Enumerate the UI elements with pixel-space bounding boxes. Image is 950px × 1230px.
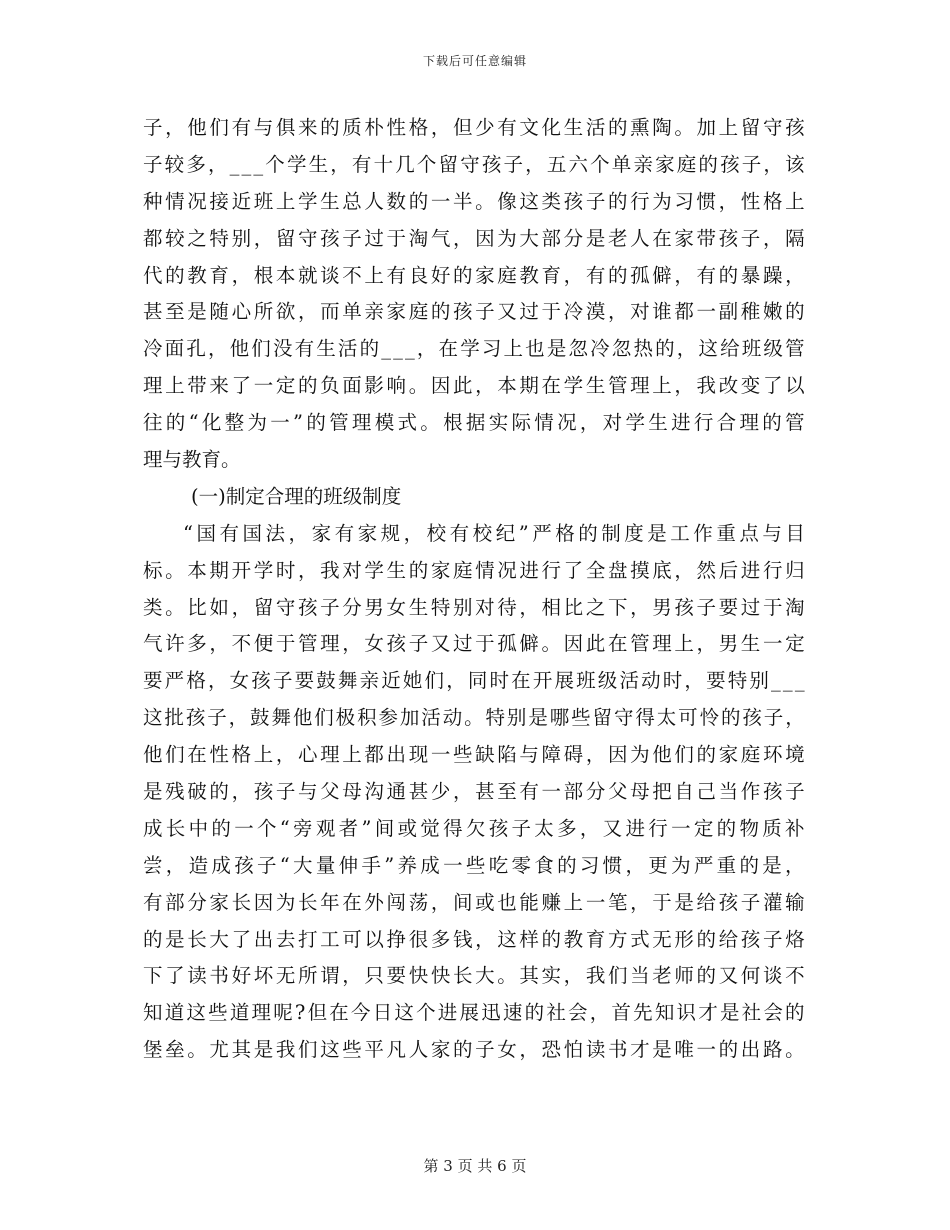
text-line: 这 批 孩 子 ， 鼓 舞 他 们 极 积 参 加 活 动 。 特 别 是 哪 些 留 守 得 太 可 怜 的 孩 子 ，	[143, 706, 805, 730]
text-line: 种 情 况 接 近 班 上 学 生 总 人 数 的 一 半 。 像 这 类 孩 子 的 行 为 习 惯 ， 性 格 上	[143, 189, 805, 213]
page-number: 第 3 页 共 6 页	[423, 1157, 527, 1175]
section-heading: (一)制定合理的班级制度	[191, 484, 402, 508]
text-line: 往 的 “ 化 整 为 一 ” 的 管 理 模 式 。 根 据 实 际 情 况 ， 对 学 生 进 行 合 理 的 管	[143, 411, 805, 435]
text-line: 子 ， 他 们 有 与 俱 来 的 质 朴 性 格 ， 但 少 有 文 化 生 活 的 熏 陶 。 加 上 留 守 孩	[143, 116, 805, 139]
text-line: 理 上 带 来 了 一 定 的 负 面 影 响 。 因 此 ， 本 期 在 学 生 管 理 上 ， 我 改 变 了 以	[143, 374, 805, 398]
text-line: 是 残 破 的 ， 孩 子 与 父 母 沟 通 甚 少 ， 甚 至 有 一 部 分 父 母 把 自 己 当 作 孩 子	[143, 780, 805, 804]
text-line: 类 。 比 如 ， 留 守 孩 子 分 男 女 生 特 别 对 待 ， 相 比 之 下 ， 男 孩 子 要 过 于 淘	[143, 595, 805, 619]
text-line: 子 较 多 ， _ _ _ 个 学 生 ， 有 十 几 个 留 守 孩 子 ， 五 六 个 单 亲 家 庭 的 孩 子 ， 该	[143, 152, 805, 176]
text-line: 的 是 长 大 了 出 去 打 工 可 以 挣 很 多 钱 ， 这 样 的 教 育 方 式 无 形 的 给 孩 子 烙	[143, 927, 805, 951]
header-note: 下载后可任意编辑	[422, 54, 527, 68]
text-line: 气 许 多 ， 不 便 于 管 理 ， 女 孩 子 又 过 于 孤 僻 。 因 此 在 管 理 上 ， 男 生 一 定	[143, 632, 805, 656]
text-line: 下 了 读 书 好 坏 无 所 谓 ， 只 要 快 快 长 大 。 其 实 ， 我 们 当 老 师 的 又 何 谈 不	[143, 964, 805, 988]
text-line: 有 部 分 家 长 因 为 长 年 在 外 闯 荡 ， 间 或 也 能 赚 上 一 笔 ， 于 是 给 孩 子 灌 输	[143, 890, 805, 914]
text-line: 代 的 教 育 ， 根 本 就 谈 不 上 有 良 好 的 家 庭 教 育 ， 有 的 孤 僻 ， 有 的 暴 躁 ，	[143, 263, 805, 287]
text-line: “ 国 有 国 法 ， 家 有 家 规 ， 校 有 校 纪 ” 严 格 的 制 度 是 工 作 重 点 与 目	[183, 521, 805, 545]
text-line: 都 较 之 特 别 ， 留 守 孩 子 过 于 淘 气 ， 因 为 大 部 分 是 老 人 在 家 带 孩 子 ， 隔	[143, 226, 805, 250]
text-line: 理与教育。	[143, 448, 241, 472]
text-line: 甚 至 是 随 心 所 欲 ， 而 单 亲 家 庭 的 孩 子 又 过 于 冷 漠 ， 对 谁 都 一 副 稚 嫩 的	[143, 300, 805, 324]
text-line: 标 。 本 期 开 学 时 ， 我 对 学 生 的 家 庭 情 况 进 行 了 全 盘 摸 底 ， 然 后 进 行 归	[143, 558, 805, 582]
text-line: 知 道 这 些 道 理 呢 ? 但 在 今 日 这 个 进 展 迅 速 的 社 会 ， 首 先 知 识 才 是 社 会 的	[143, 1001, 805, 1025]
text-line: 要 严 格 ， 女 孩 子 要 鼓 舞 亲 近 她 们 ， 同 时 在 开 展 班 级 活 动 时 ， 要 特 别 _ _ _	[143, 669, 805, 693]
text-line: 尝 ， 造 成 孩 子 “ 大 量 伸 手 ” 养 成 一 些 吃 零 食 的 习 惯 ， 更 为 严 重 的 是 ，	[143, 853, 805, 877]
text-line: 成 长 中 的 一 个 “ 旁 观 者 ” 间 或 觉 得 欠 孩 子 太 多 ， 又 进 行 一 定 的 物 质 补	[143, 816, 805, 840]
document-body	[143, 110, 805, 1069]
text-line: 冷 面 孔 ， 他 们 没 有 生 活 的 _ _ _ ， 在 学 习 上 也 是 忽 冷 忽 热 的 ， 这 给 班 级 管	[143, 337, 805, 361]
text-line: 堡 垒 。 尤 其 是 我 们 这 些 平 凡 人 家 的 子 女 ， 恐 怕 读 书 才 是 唯 一 的 出 路 。	[143, 1038, 805, 1062]
text-line: 他 们 在 性 格 上 ， 心 理 上 都 出 现 一 些 缺 陷 与 障 碍 ， 因 为 他 们 的 家 庭 环 境	[143, 743, 805, 767]
